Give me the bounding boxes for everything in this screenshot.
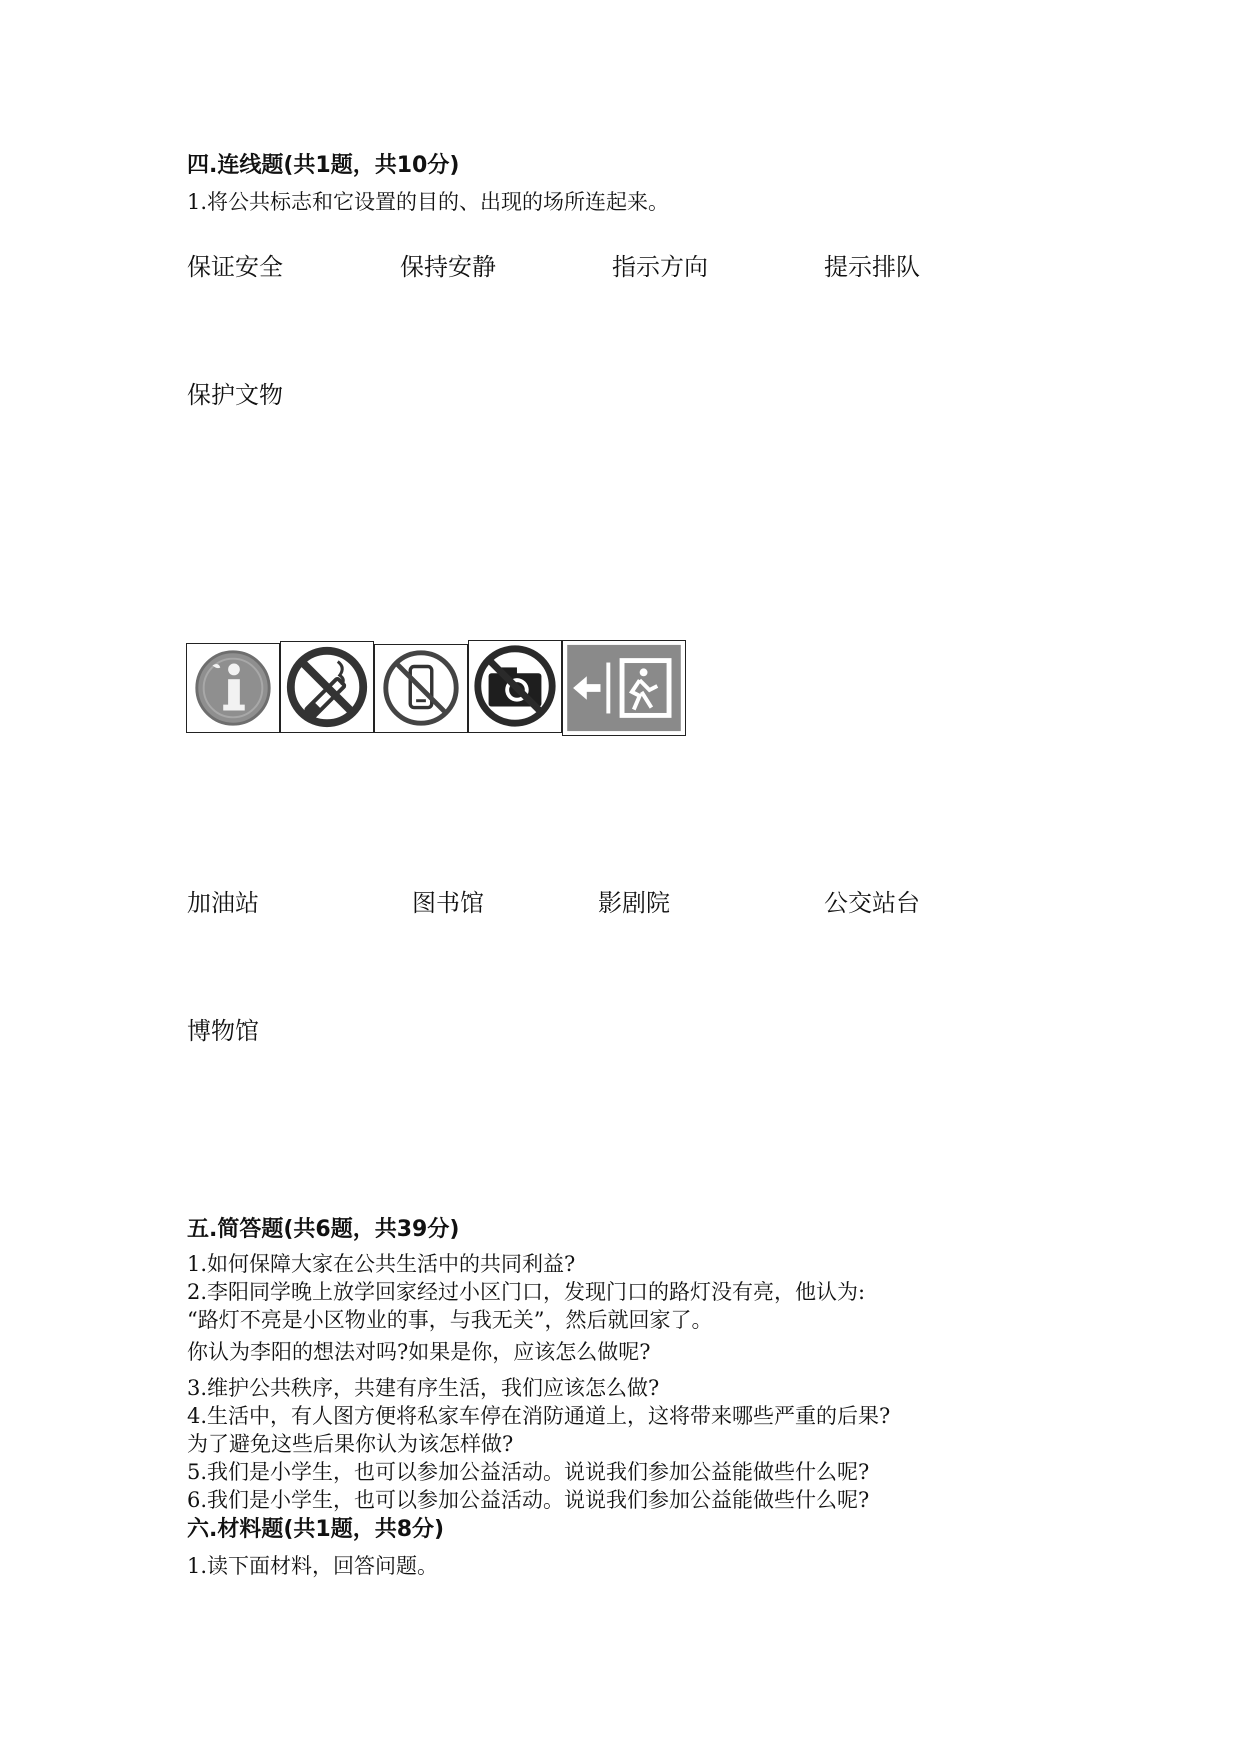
place-label-5: 博物馆 — [187, 1017, 259, 1045]
section-5-line-3: “路灯不亮是小区物业的事，与我无关”，然后就回家了。 — [187, 1308, 713, 1332]
place-label-1: 加油站 — [187, 889, 259, 917]
section-5-line-8: 5.我们是小学生，也可以参加公益活动。说说我们参加公益能做些什么呢? — [187, 1460, 870, 1484]
section-4-heading: 四.连线题(共1题，共10分) — [187, 153, 460, 178]
section-5-line-9: 6.我们是小学生，也可以参加公益活动。说说我们参加公益能做些什么呢? — [187, 1488, 870, 1512]
section-4-question-1: 1.将公共标志和它设置的目的、出现的场所连起来。 — [187, 190, 670, 214]
section-6-question-1: 1.读下面材料，回答问题。 — [187, 1554, 439, 1578]
section-5-line-5: 3.维护公共秩序，共建有序生活，我们应该怎么做? — [187, 1376, 660, 1400]
info-icon — [186, 643, 280, 733]
section-5-line-6: 4.生活中，有人图方便将私家车停在消防通道上，这将带来哪些严重的后果? — [187, 1404, 891, 1428]
place-label-3: 影剧院 — [598, 889, 670, 917]
place-label-4: 公交站台 — [824, 889, 920, 917]
purpose-label-4: 提示排队 — [824, 253, 920, 281]
section-5-line-7: 为了避免这些后果你认为该怎样做? — [187, 1432, 514, 1456]
emergency-exit-icon — [562, 640, 686, 736]
no-smoking-icon — [280, 641, 374, 733]
purpose-label-5: 保护文物 — [187, 381, 283, 409]
place-label-2: 图书馆 — [412, 889, 484, 917]
section-5-line-4: 你认为李阳的想法对吗?如果是你，应该怎么做呢? — [187, 1340, 651, 1364]
section-5-line-2: 2.李阳同学晚上放学回家经过小区门口，发现门口的路灯没有亮，他认为: — [187, 1280, 866, 1304]
section-5-heading: 五.简答题(共6题，共39分) — [187, 1217, 460, 1242]
purpose-label-2: 保持安静 — [400, 253, 496, 281]
section-6-heading: 六.材料题(共1题，共8分) — [187, 1517, 445, 1542]
purpose-label-1: 保证安全 — [187, 253, 283, 281]
section-5-line-1: 1.如何保障大家在公共生活中的共同利益? — [187, 1252, 576, 1276]
no-phone-icon — [374, 644, 468, 733]
purpose-label-3: 指示方向 — [612, 253, 708, 281]
no-photo-icon — [468, 640, 562, 733]
